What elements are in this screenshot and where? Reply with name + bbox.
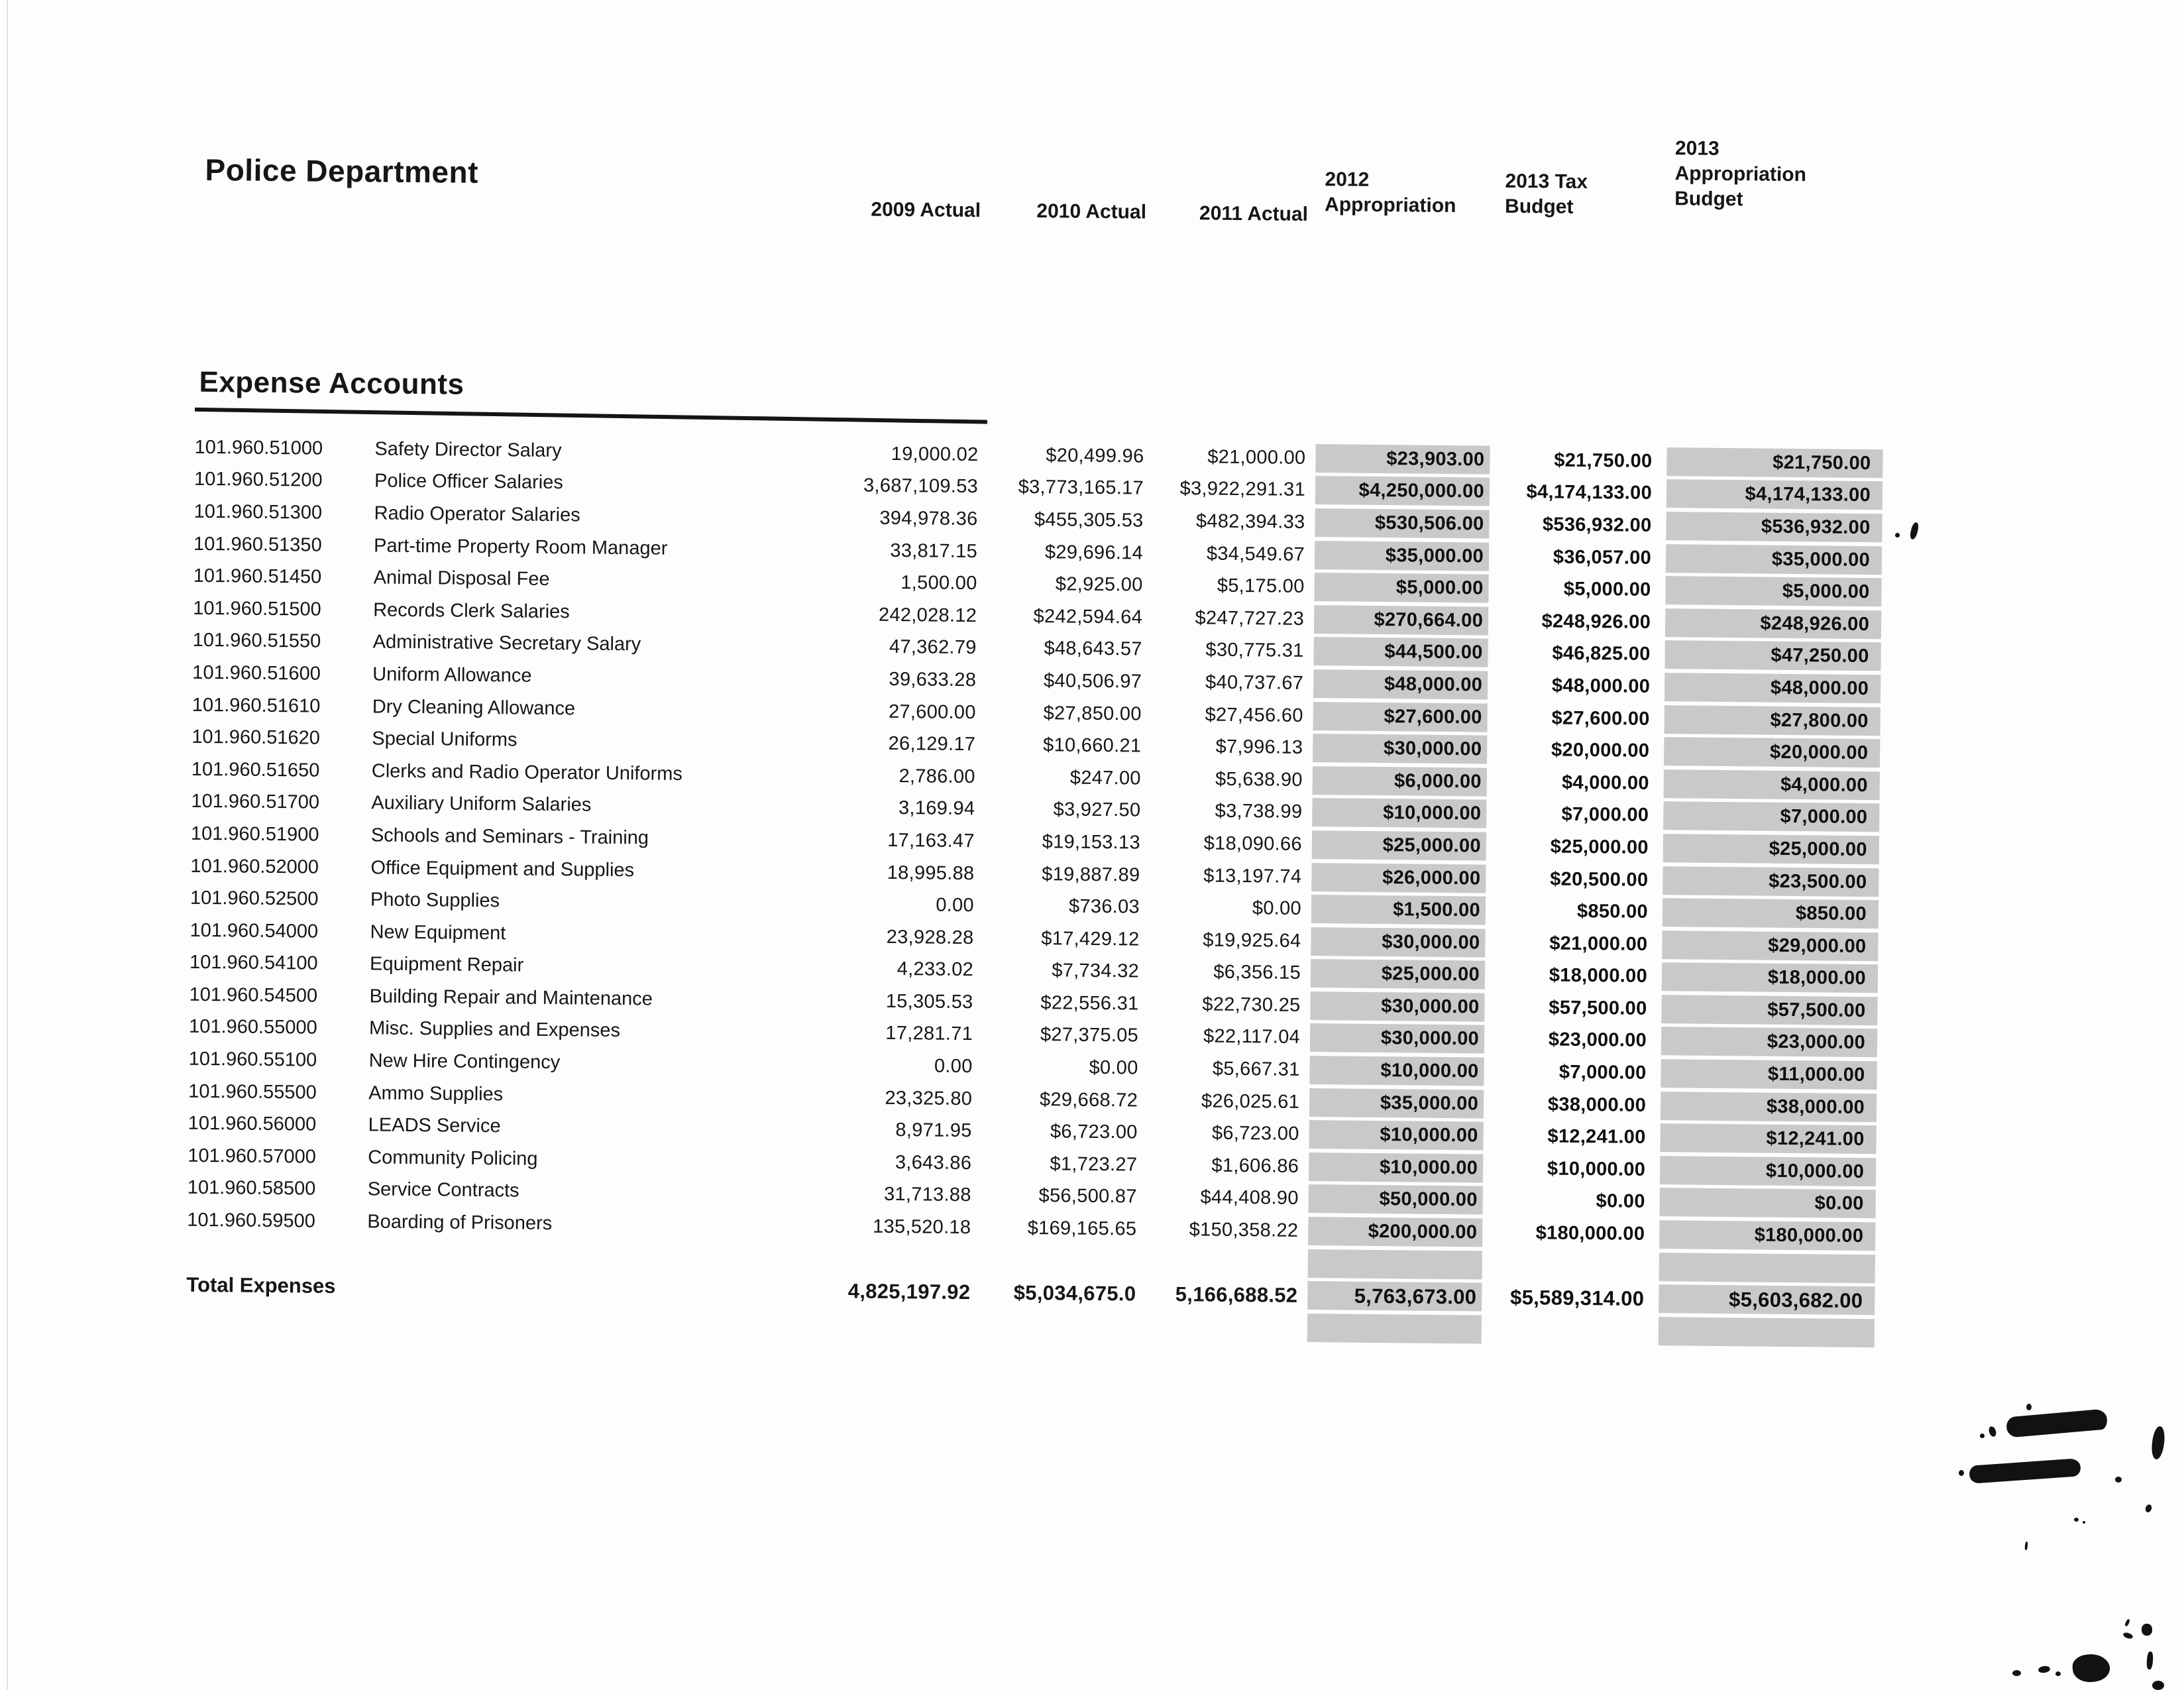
highlight-band-segment (1308, 1249, 1482, 1280)
column-header-2013-appropriation-budget (1674, 136, 1887, 213)
value-2013-tax-budget: $10,000.00 (1547, 1158, 1646, 1180)
value-2012-appropriation: $10,000.00 (1309, 1120, 1483, 1151)
value-2013-appropriation-budget: $4,000.00 (1664, 769, 1880, 800)
account-number: 101.960.55100 (188, 1048, 317, 1071)
value-2009-actual: 26,129.17 (888, 733, 976, 756)
total-2011-actual: 5,166,688.52 (1175, 1282, 1298, 1307)
account-name: Uniform Allowance (372, 663, 532, 687)
account-name: Service Contracts (367, 1178, 519, 1202)
account-number: 101.960.51450 (193, 565, 322, 588)
value-2013-appropriation-budget: $4,174,133.00 (1666, 480, 1883, 510)
account-number: 101.960.51900 (190, 822, 319, 846)
ink-smudge (2055, 1671, 2061, 1676)
column-header-2011-actual (1142, 201, 1308, 227)
value-2013-appropriation-budget: $18,000.00 (1662, 962, 1878, 993)
account-number: 101.960.51350 (193, 533, 322, 556)
value-2009-actual: 23,325.80 (885, 1087, 973, 1109)
value-2013-tax-budget: $20,000.00 (1551, 739, 1650, 762)
value-2013-appropriation-budget: $48,000.00 (1665, 673, 1881, 703)
ink-smudge (2146, 1652, 2154, 1670)
value-2012-appropriation: $26,000.00 (1311, 863, 1486, 893)
value-2010-actual: $7,734.32 (1052, 960, 1140, 982)
value-2009-actual: 1,500.00 (901, 572, 977, 594)
value-2009-actual: 39,633.28 (889, 668, 977, 691)
ink-smudge (2124, 1618, 2130, 1626)
total-2013-appropriation-budget: $5,603,682.00 (1659, 1284, 1875, 1315)
account-name: Clerks and Radio Operator Uniforms (371, 760, 683, 785)
value-2013-appropriation-budget: $57,500.00 (1661, 995, 1877, 1025)
account-number: 101.960.54100 (189, 952, 318, 974)
account-number: 101.960.51300 (193, 500, 323, 524)
value-2011-actual: $22,117.04 (1203, 1025, 1301, 1048)
value-2011-actual: $6,723.00 (1211, 1122, 1299, 1145)
account-number: 101.960.51500 (193, 597, 321, 620)
value-2009-actual: 2,786.00 (899, 765, 975, 787)
value-2012-appropriation: $530,506.00 (1315, 508, 1489, 539)
ink-smudge (2024, 1542, 2028, 1550)
account-name: Ammo Supplies (368, 1082, 504, 1105)
account-number: 101.960.56000 (188, 1113, 317, 1135)
expense-accounts-heading: Expense Accounts (199, 365, 464, 401)
value-2009-actual: 47,362.79 (889, 636, 977, 659)
value-2012-appropriation: $25,000.00 (1311, 959, 1485, 989)
ink-smudge (2152, 1681, 2164, 1690)
value-2011-actual: $13,197.74 (1203, 865, 1302, 887)
value-2013-tax-budget: $48,000.00 (1551, 675, 1651, 697)
value-2009-actual: 18,995.88 (887, 862, 975, 884)
account-name: New Hire Contingency (368, 1050, 561, 1074)
highlight-band-segment (1307, 1314, 1482, 1344)
value-2009-actual: 19,000.02 (891, 443, 979, 466)
value-2010-actual: $56,500.87 (1038, 1185, 1137, 1208)
value-2010-actual: $27,850.00 (1043, 702, 1142, 725)
value-2011-actual: $19,925.64 (1203, 929, 1301, 952)
value-2012-appropriation: $35,000.00 (1309, 1088, 1484, 1119)
account-number: 101.960.55000 (188, 1016, 317, 1039)
value-2009-actual: 31,713.88 (883, 1184, 971, 1206)
value-2013-tax-budget: $18,000.00 (1549, 964, 1648, 987)
value-2011-actual: $44,408.90 (1200, 1186, 1299, 1210)
column-header-2012-appropriation (1325, 167, 1498, 219)
value-2009-actual: 242,028.12 (878, 604, 977, 626)
account-number: 101.960.51600 (192, 661, 321, 685)
value-2009-actual: 4,233.02 (897, 958, 974, 981)
value-2013-tax-budget: $7,000.00 (1558, 1061, 1647, 1084)
value-2013-appropriation-budget: $35,000.00 (1666, 544, 1882, 575)
value-2012-appropriation: $48,000.00 (1313, 669, 1488, 700)
value-2012-appropriation: $30,000.00 (1310, 991, 1484, 1022)
value-2010-actual: $27,375.05 (1040, 1024, 1139, 1047)
value-2013-tax-budget: $57,500.00 (1549, 997, 1647, 1019)
account-number: 101.960.54500 (189, 984, 318, 1007)
ink-smudge (2142, 1624, 2152, 1636)
value-2010-actual: $3,773,165.17 (1018, 477, 1144, 499)
column-header-2013-tax-budget (1505, 169, 1665, 221)
value-2011-actual: $3,738.99 (1215, 800, 1303, 823)
ink-smudge (1895, 533, 1900, 537)
value-2013-tax-budget: $7,000.00 (1561, 804, 1649, 826)
value-2009-actual: 3,169.94 (898, 797, 975, 820)
column-header-line: 2011 Actual (1199, 202, 1309, 225)
value-2012-appropriation: $23,903.00 (1315, 444, 1490, 475)
value-2009-actual: 0.00 (936, 894, 975, 917)
value-2011-actual: $150,358.22 (1189, 1219, 1299, 1241)
value-2012-appropriation: $35,000.00 (1315, 541, 1489, 571)
total-2009-actual: 4,825,197.92 (847, 1279, 971, 1304)
account-name: New Equipment (370, 921, 506, 944)
value-2013-appropriation-budget: $23,000.00 (1661, 1027, 1877, 1058)
value-2010-actual: $736.03 (1068, 895, 1140, 918)
account-name: Misc. Supplies and Expenses (368, 1017, 621, 1042)
value-2013-appropriation-budget: $25,000.00 (1663, 834, 1879, 864)
highlight-band-segment (1659, 1253, 1875, 1283)
account-number: 101.960.52500 (190, 887, 319, 910)
account-number: 101.960.51650 (191, 758, 320, 781)
ink-smudge (2071, 1652, 2111, 1684)
account-name: Office Equipment and Supplies (370, 856, 635, 881)
account-number: 101.960.51610 (191, 694, 321, 717)
ink-smudge (2038, 1665, 2050, 1673)
value-2012-appropriation: $270,664.00 (1314, 605, 1488, 636)
account-number: 101.960.52000 (190, 855, 319, 878)
value-2011-actual: $3,922,291.31 (1179, 478, 1306, 501)
account-number: 101.960.51550 (192, 630, 321, 653)
value-2013-tax-budget: $23,000.00 (1548, 1029, 1647, 1052)
value-2013-tax-budget: $46,825.00 (1552, 642, 1651, 665)
value-2012-appropriation: $30,000.00 (1310, 1024, 1484, 1054)
expense-rows (0, 429, 2180, 1255)
value-2013-appropriation-budget: $38,000.00 (1661, 1092, 1877, 1122)
value-2010-actual: $19,887.89 (1042, 863, 1140, 886)
ink-smudge (1980, 1434, 1985, 1438)
total-2012-appropriation: 5,763,673.00 (1307, 1281, 1482, 1312)
account-name: Community Policing (368, 1147, 538, 1170)
account-name: Administrative Secretary Salary (372, 631, 641, 655)
value-2013-tax-budget: $0.00 (1596, 1190, 1645, 1213)
account-number: 101.960.51700 (191, 791, 320, 814)
value-2013-appropriation-budget: $11,000.00 (1661, 1059, 1877, 1090)
value-2010-actual: $17,429.12 (1041, 927, 1140, 950)
heading-underline (195, 408, 987, 424)
value-2012-appropriation: $30,000.00 (1313, 734, 1487, 764)
value-2013-appropriation-budget: $5,000.00 (1665, 576, 1881, 606)
value-2010-actual: $0.00 (1089, 1056, 1138, 1079)
value-2009-actual: 17,281.71 (885, 1023, 973, 1045)
value-2009-actual: 27,600.00 (888, 701, 976, 723)
highlight-band-segment (1659, 1317, 1875, 1347)
value-2013-appropriation-budget: $0.00 (1659, 1188, 1875, 1219)
account-name: Boarding of Prisoners (367, 1211, 553, 1235)
value-2009-actual: 0.00 (934, 1055, 973, 1078)
ink-smudge (2083, 1521, 2085, 1524)
value-2010-actual: $10,660.21 (1042, 734, 1142, 757)
value-2013-tax-budget: $850.00 (1576, 901, 1649, 923)
column-header-line: 2010 Actual (1036, 200, 1147, 223)
value-2011-actual: $18,090.66 (1203, 832, 1303, 855)
value-2011-actual: $5,175.00 (1217, 575, 1305, 598)
value-2013-tax-budget: $38,000.00 (1547, 1094, 1647, 1116)
value-2012-appropriation: $6,000.00 (1313, 766, 1487, 797)
column-header-line: 2013 (1674, 137, 1720, 160)
column-header-line: 2013 Tax (1505, 170, 1588, 194)
value-2011-actual: $21,000.00 (1207, 446, 1306, 469)
value-2012-appropriation: $1,500.00 (1311, 895, 1486, 925)
ink-smudge (2122, 1632, 2134, 1640)
value-2011-actual: $1,606.86 (1211, 1155, 1299, 1177)
value-2012-appropriation: $10,000.00 (1309, 1056, 1484, 1086)
column-header-line: 2012 (1325, 168, 1370, 191)
account-name: Dry Cleaning Allowance (372, 695, 576, 719)
account-number: 101.960.51620 (191, 726, 321, 749)
ink-smudge (2026, 1404, 2032, 1410)
value-2012-appropriation: $4,250,000.00 (1315, 476, 1490, 506)
column-header-2010-actual (981, 198, 1146, 225)
value-2013-tax-budget: $4,000.00 (1561, 771, 1649, 794)
value-2013-tax-budget: $27,600.00 (1551, 707, 1650, 730)
column-header-line: Appropriation (1324, 194, 1456, 217)
ink-smudge (2012, 1670, 2021, 1676)
value-2013-appropriation-budget: $47,250.00 (1665, 641, 1881, 671)
value-2010-actual: $169,165.65 (1027, 1217, 1137, 1240)
value-2010-actual: $40,506.97 (1043, 670, 1142, 693)
value-2011-actual: $5,638.90 (1215, 768, 1303, 791)
value-2013-appropriation-budget: $12,241.00 (1660, 1123, 1876, 1154)
value-2010-actual: $247.00 (1069, 767, 1141, 789)
value-2010-actual: $3,927.50 (1053, 799, 1141, 821)
value-2011-actual: $6,356.15 (1213, 961, 1301, 984)
value-2011-actual: $34,549.67 (1206, 543, 1305, 565)
value-2009-actual: 3,643.86 (895, 1151, 972, 1174)
value-2013-tax-budget: $536,932.00 (1542, 514, 1652, 536)
value-2013-appropriation-budget: $850.00 (1663, 898, 1879, 929)
account-number: 101.960.54000 (190, 919, 319, 942)
account-name: Safety Director Salary (374, 438, 562, 461)
value-2011-actual: $5,667.31 (1212, 1058, 1300, 1080)
ink-smudge (2074, 1518, 2079, 1522)
total-2010-actual: $5,034,675.0 (1013, 1280, 1136, 1306)
account-name: Records Clerk Salaries (373, 599, 570, 623)
value-2011-actual: $7,996.13 (1215, 736, 1303, 759)
column-header-line: 2009 Actual (871, 198, 981, 222)
account-number: 101.960.51200 (193, 469, 323, 492)
account-name: Part-time Property Room Manager (373, 535, 668, 559)
column-header-line: Appropriation (1674, 162, 1807, 186)
value-2013-appropriation-budget: $23,500.00 (1663, 866, 1879, 897)
value-2013-appropriation-budget: $21,750.00 (1666, 447, 1883, 478)
value-2011-actual: $482,394.33 (1195, 510, 1305, 533)
value-2013-appropriation-budget: $20,000.00 (1664, 737, 1880, 767)
value-2013-appropriation-budget: $29,000.00 (1662, 930, 1878, 961)
value-2012-appropriation: $200,000.00 (1308, 1217, 1482, 1247)
account-name: LEADS Service (368, 1114, 501, 1137)
value-2012-appropriation: $27,600.00 (1313, 702, 1488, 732)
value-2013-appropriation-budget: $248,926.00 (1665, 608, 1881, 639)
value-2013-tax-budget: $20,500.00 (1550, 868, 1649, 891)
column-header-line: Budget (1674, 188, 1743, 211)
account-number: 101.960.58500 (187, 1177, 316, 1200)
account-name: Building Repair and Maintenance (369, 986, 653, 1010)
value-2013-tax-budget: $21,000.00 (1549, 932, 1648, 955)
value-2010-actual: $242,594.64 (1033, 605, 1143, 628)
value-2010-actual: $19,153.13 (1042, 831, 1141, 854)
value-2010-actual: $2,925.00 (1055, 573, 1143, 596)
total-2013-tax-budget: $5,589,314.00 (1509, 1285, 1645, 1310)
value-2013-tax-budget: $248,926.00 (1541, 610, 1651, 633)
account-name: Equipment Repair (369, 953, 524, 976)
value-2011-actual: $247,727.23 (1195, 607, 1305, 630)
column-header-2009-actual (795, 197, 981, 224)
value-2013-tax-budget: $4,174,133.00 (1526, 481, 1653, 504)
account-number: 101.960.59500 (187, 1209, 316, 1232)
value-2009-actual: 8,971.95 (895, 1119, 972, 1142)
value-2010-actual: $455,305.53 (1034, 509, 1144, 532)
account-name: Animal Disposal Fee (373, 567, 550, 591)
value-2009-actual: 135,520.18 (872, 1215, 971, 1239)
page-title: Police Department (205, 152, 479, 190)
value-2010-actual: $22,556.31 (1040, 992, 1139, 1015)
value-2013-tax-budget: $21,750.00 (1554, 449, 1653, 472)
value-2013-tax-budget: $180,000.00 (1535, 1222, 1645, 1245)
value-2013-appropriation-budget: $180,000.00 (1659, 1220, 1875, 1251)
value-2012-appropriation: $30,000.00 (1311, 927, 1485, 958)
value-2010-actual: $48,643.57 (1044, 638, 1142, 660)
value-2011-actual: $22,730.25 (1202, 993, 1301, 1016)
value-2011-actual: $27,456.60 (1205, 704, 1303, 726)
value-2009-actual: 17,163.47 (887, 829, 975, 852)
value-2009-actual: 394,978.36 (879, 507, 978, 530)
account-name: Radio Operator Salaries (374, 502, 580, 526)
value-2013-appropriation-budget: $536,932.00 (1666, 512, 1882, 542)
value-2013-tax-budget: $25,000.00 (1550, 836, 1649, 858)
value-2012-appropriation: $10,000.00 (1312, 798, 1486, 828)
value-2013-appropriation-budget: $7,000.00 (1663, 801, 1879, 832)
value-2012-appropriation: $10,000.00 (1309, 1153, 1483, 1183)
value-2009-actual: 15,305.53 (885, 990, 973, 1013)
value-2012-appropriation: $5,000.00 (1314, 573, 1488, 603)
account-name: Auxiliary Uniform Salaries (371, 792, 592, 816)
value-2009-actual: 3,687,109.53 (863, 475, 979, 498)
value-2012-appropriation: $25,000.00 (1312, 830, 1486, 861)
value-2012-appropriation: $50,000.00 (1309, 1184, 1483, 1215)
value-2013-tax-budget: $36,057.00 (1553, 546, 1652, 569)
account-name: Photo Supplies (370, 889, 500, 912)
account-number: 101.960.55500 (188, 1080, 317, 1103)
column-header-line: Budget (1504, 195, 1574, 218)
value-2011-actual: $40,737.67 (1205, 671, 1304, 694)
value-2010-actual: $29,696.14 (1044, 541, 1144, 564)
value-2013-appropriation-budget: $27,800.00 (1664, 705, 1880, 736)
value-2013-appropriation-budget: $10,000.00 (1660, 1156, 1876, 1186)
value-2009-actual: 23,928.28 (886, 926, 974, 948)
account-name: Special Uniforms (372, 728, 518, 751)
value-2011-actual: $0.00 (1252, 897, 1302, 920)
value-2010-actual: $20,499.96 (1046, 444, 1144, 467)
account-number: 101.960.57000 (188, 1145, 316, 1168)
ink-smudge (1959, 1470, 1964, 1476)
value-2010-actual: $1,723.27 (1050, 1153, 1138, 1176)
expense-table (0, 429, 2180, 1352)
value-2010-actual: $6,723.00 (1050, 1121, 1138, 1143)
value-2010-actual: $29,668.72 (1039, 1088, 1138, 1111)
value-2009-actual: 33,817.15 (890, 539, 978, 562)
value-2011-actual: $26,025.61 (1201, 1090, 1300, 1113)
value-2013-tax-budget: $12,241.00 (1547, 1125, 1646, 1149)
account-name: Police Officer Salaries (374, 470, 563, 494)
ink-smudge (2115, 1477, 2122, 1483)
account-name: Schools and Seminars - Training (370, 824, 649, 849)
value-2012-appropriation: $44,500.00 (1313, 637, 1488, 667)
total-expenses-label: Total Expenses (186, 1272, 336, 1298)
value-2011-actual: $30,775.31 (1205, 639, 1304, 662)
value-2013-tax-budget: $5,000.00 (1563, 578, 1651, 601)
account-number: 101.960.51000 (194, 436, 323, 459)
